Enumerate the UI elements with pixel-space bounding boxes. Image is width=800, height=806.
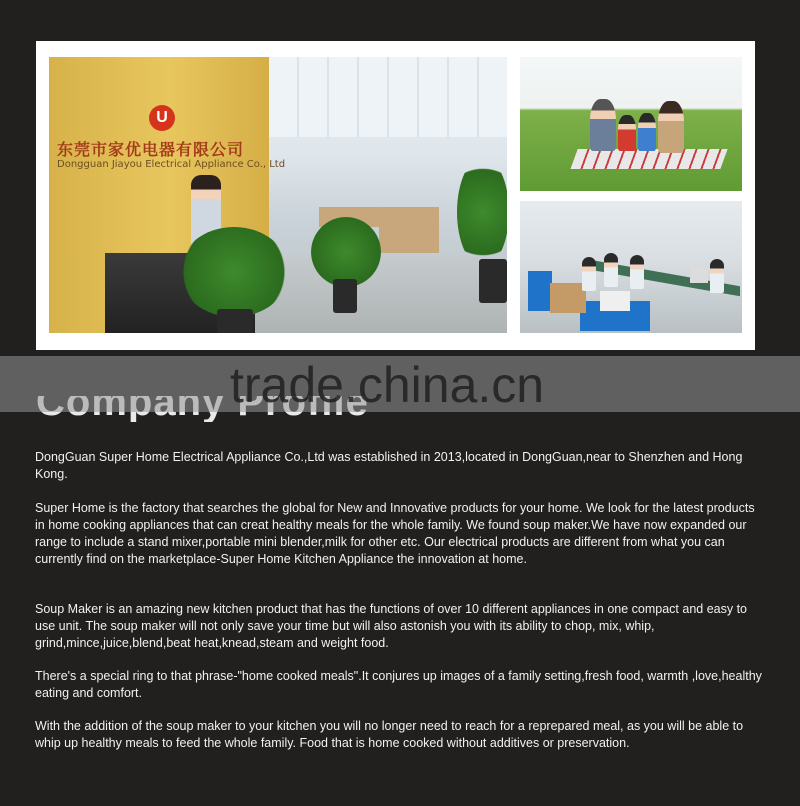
office-reception-photo: [49, 57, 507, 333]
office-ceiling: [269, 57, 507, 137]
paragraph-about-factory: Super Home is the factory that searches the global for New and Innovative products for your home. We look for the latest products in home cooking appliances that can creat healthy meals for the whole family. We found soup maker.We have now expanded our range to include a stand mixer,portable mini blender,milk for other etc. Our electrical products are different from what you can currently find on the marketplace-Super Home Kitchen Appliance the innovation at home.: [35, 501, 755, 566]
factory-worker: [630, 255, 644, 289]
photo-frame: [36, 41, 755, 350]
picnic-blanket: [570, 149, 727, 169]
workstation: [379, 217, 439, 253]
paragraph-addition: With the addition of the soup maker to your kitchen you will no longer need to reach for a reprepared meal, as you will be able to whip up healthy meals to feed the whole family. Food that is home cooked without additives or preservation.: [35, 719, 744, 750]
factory-production-photo: [520, 201, 742, 333]
factory-worker: [582, 257, 596, 291]
plant-foliage: [311, 217, 381, 287]
company-logo-badge: U: [149, 105, 175, 131]
sign-english-name: Dongguan Jiayou Electrical Appliance Co., Ltd: [57, 159, 286, 170]
family-member: [618, 115, 636, 151]
white-box: [600, 291, 630, 311]
plant-pot: [217, 309, 253, 333]
family-picnic-photo: [520, 57, 742, 191]
family-member: [590, 99, 616, 151]
appliance: [690, 267, 708, 283]
cardboard-box: [550, 283, 586, 313]
paragraph-establishment: DongGuan Super Home Electrical Appliance Co.,Ltd was established in 2013,located in DongGuan,near to Shenzhen and Hong Kong.: [35, 450, 743, 481]
plant-pot: [479, 259, 507, 303]
blue-crate: [528, 271, 552, 311]
plant-foliage: [179, 227, 289, 317]
factory-worker: [710, 259, 724, 293]
sign-chinese-name: 东莞市家优电器有限公司: [57, 142, 245, 159]
paragraph-home-cooked: There's a special ring to that phrase-"home cooked meals".It conjures up images of a family setting,fresh food, warmth ,love,healthy eating and comfort.: [35, 669, 762, 700]
factory-worker: [604, 253, 618, 287]
paragraph-soup-maker: Soup Maker is an amazing new kitchen product that has the functions of over 10 different appliances in one compact and easy to use unit. The soup maker will not only save your time but will also astonish you with its ability to chop, mix, whip, grind,mince,juice,blend,beat heat,knead,steam and weight food.: [35, 602, 748, 650]
plant-foliage: [457, 157, 507, 267]
plant-pot: [333, 279, 357, 313]
family-member: [658, 101, 684, 153]
watermark-text: trade.china.cn: [230, 357, 545, 413]
family-member: [638, 113, 656, 151]
